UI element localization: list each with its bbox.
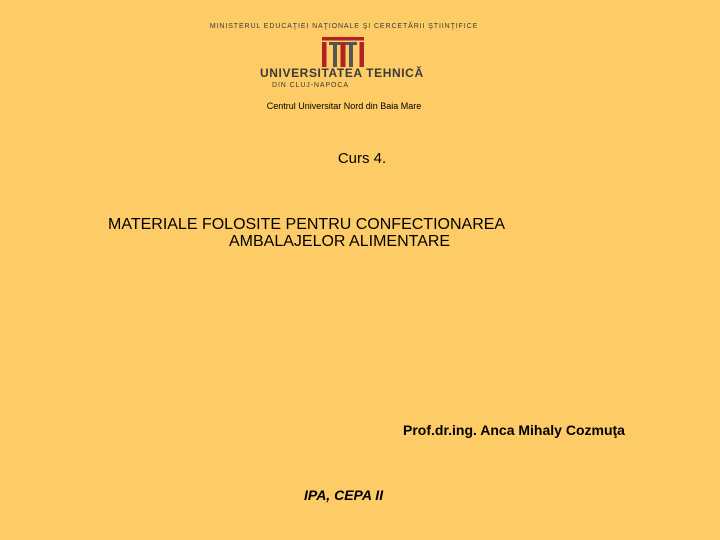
university-city: DIN CLUJ-NAPOCA — [272, 82, 349, 89]
university-name: UNIVERSITATEA TEHNICĂ — [260, 66, 424, 80]
title-line-2: AMBALAJELOR ALIMENTARE — [229, 233, 451, 250]
ministry-name: MINISTERUL EDUCAŢIEI NAŢIONALE ŞI CERCETĂRII ŞTIINŢIFICE — [209, 23, 479, 30]
course-number: Curs 4. — [337, 150, 387, 167]
center-name: Centrul Universitar Nord din Baia Mare — [266, 101, 422, 111]
utcn-logo-icon — [322, 37, 364, 67]
program-name: IPA, CEPA II — [304, 487, 384, 503]
author-name: Prof.dr.ing. Anca Mihaly Cozmuţa — [403, 422, 625, 438]
title-line-1: MATERIALE FOLOSITE PENTRU CONFECTIONAREA — [108, 216, 506, 233]
